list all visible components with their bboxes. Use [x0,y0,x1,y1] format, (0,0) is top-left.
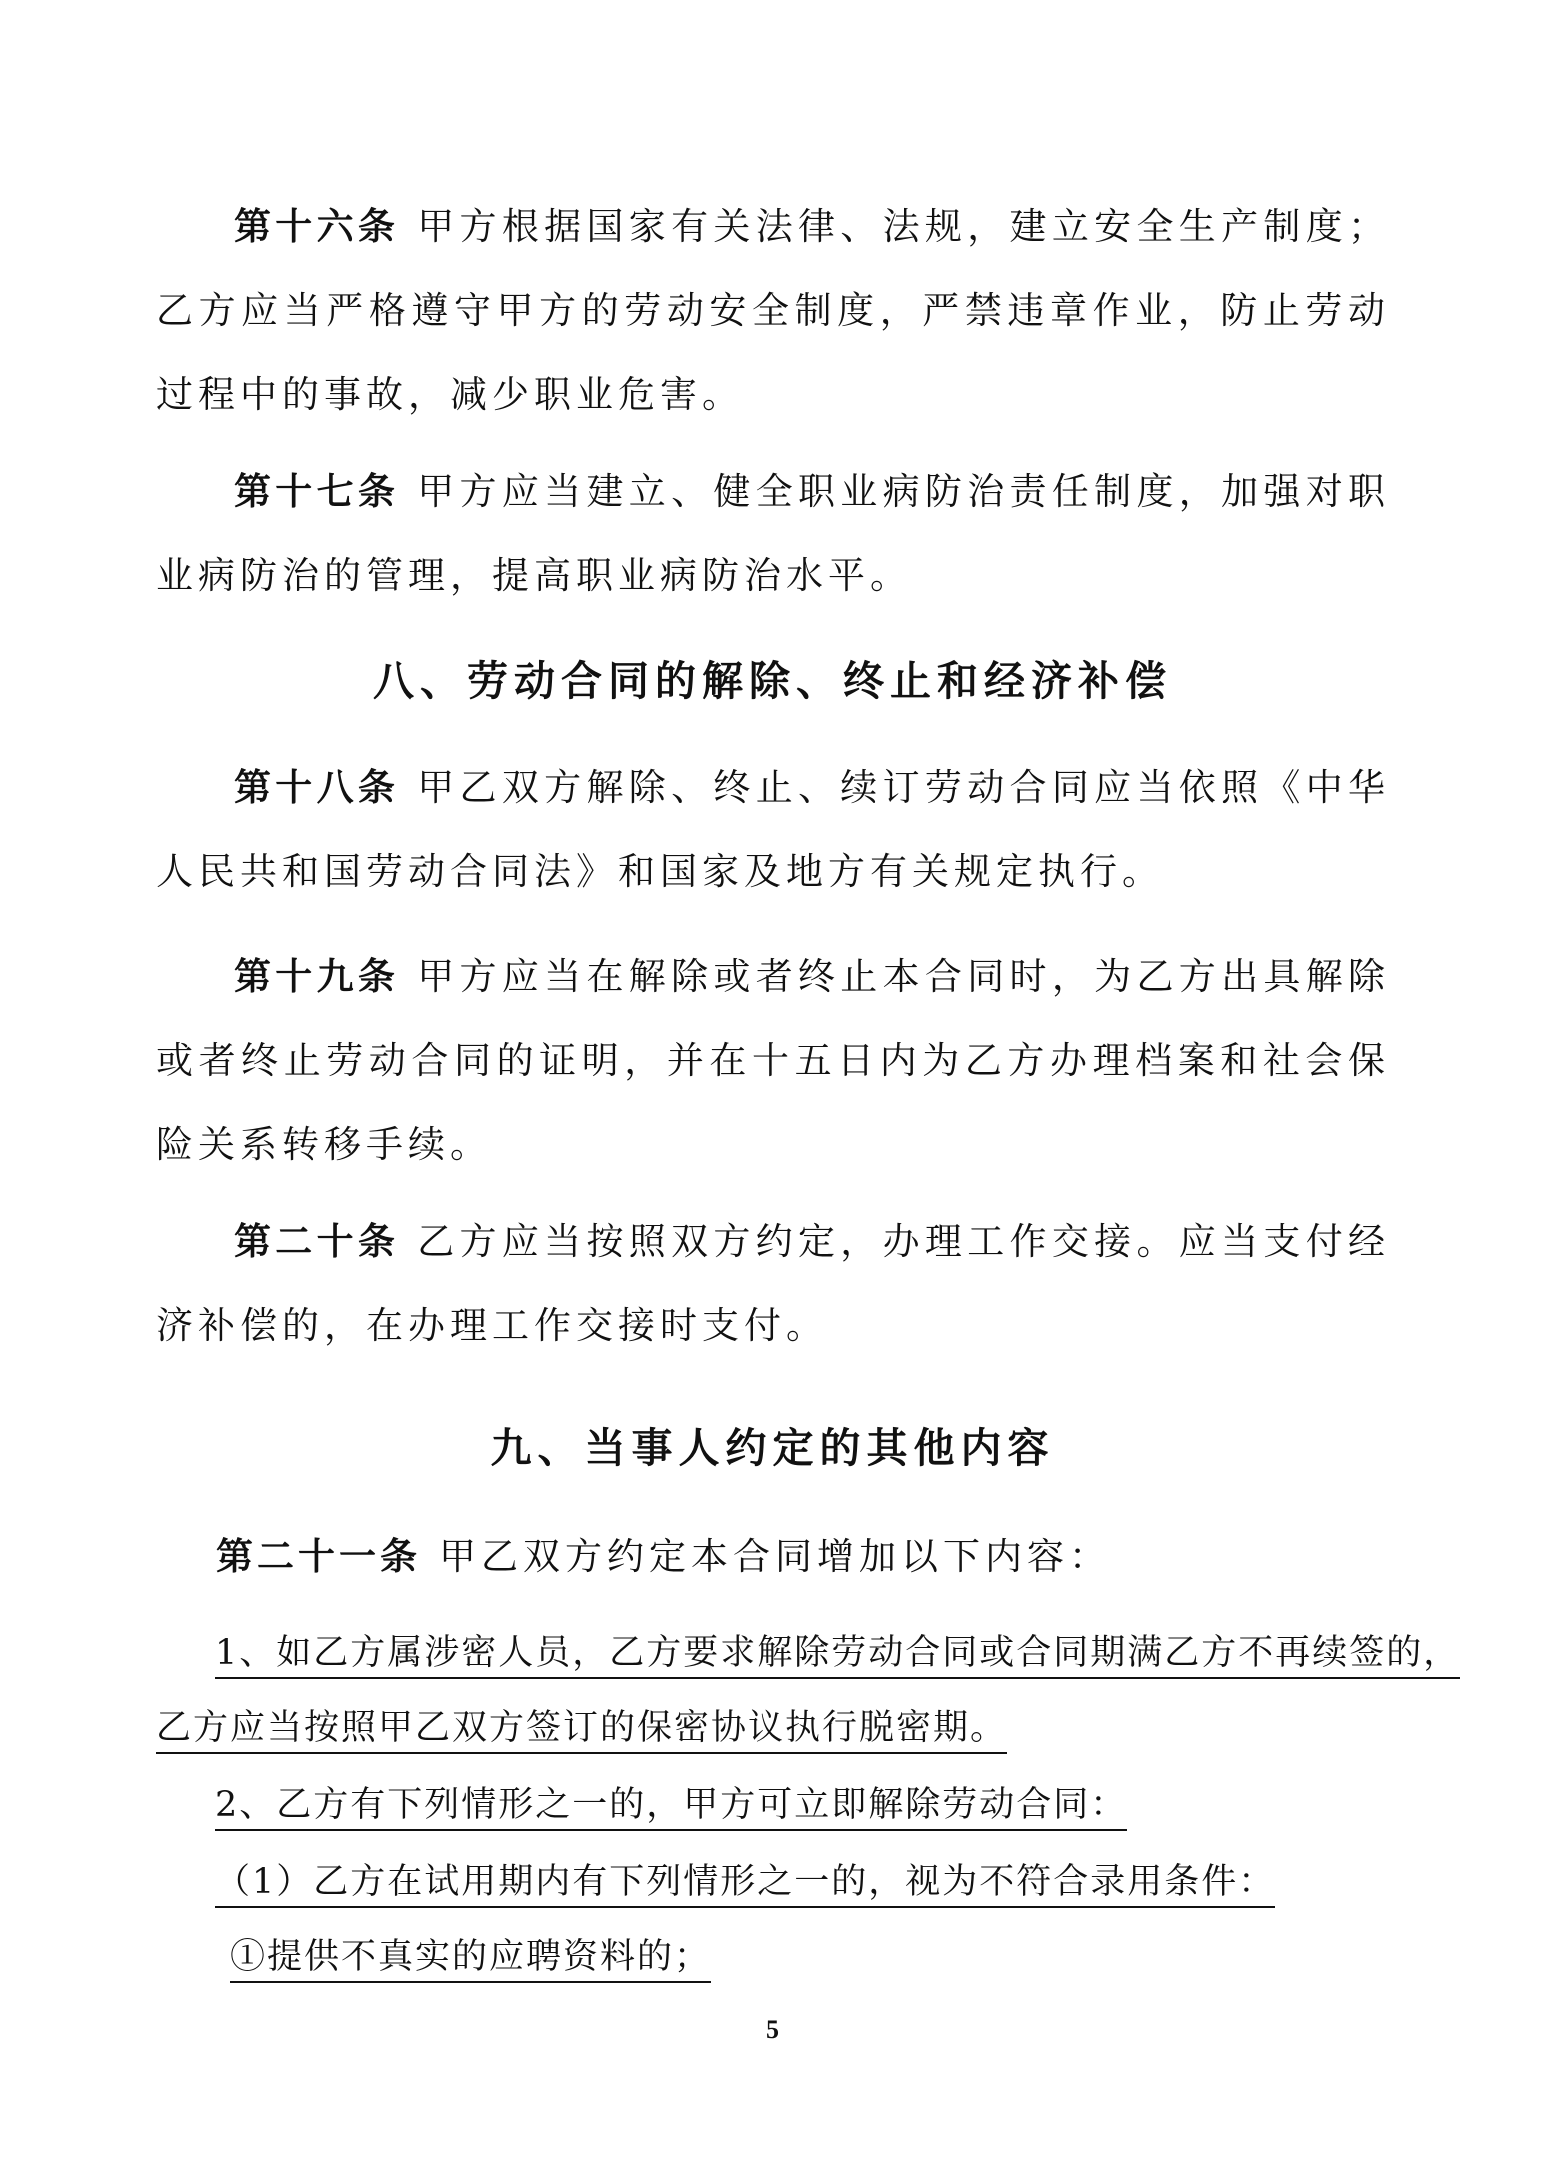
page-number: 5 [766,2015,779,2044]
article-text: 乙方应当按照双方约定，办理工作交接。应当支付经济补偿的，在办理工作交接时支付。 [156,1220,1391,1347]
underlined-text: ①提供不真实的应聘资料的； [230,1937,711,1983]
term-2-sub-1 [215,1862,1275,1902]
article-20 [156,1200,1390,1368]
section-heading-8: 八、劳动合同的解除、终止和经济补偿 [373,657,1172,705]
section-heading-9: 九、当事人约定的其他内容 [490,1424,1055,1472]
term-1-line-1 [215,1633,1460,1673]
article-number: 第十九条 [234,955,400,998]
term-2 [215,1785,1127,1825]
article-number: 第二十条 [234,1220,400,1263]
article-number: 第十八条 [234,766,400,809]
article-19 [156,935,1390,1187]
article-text: 甲方根据国家有关法律、法规，建立安全生产制度；乙方应当严格遵守甲方的劳动安全制度，严禁违章作业，防止劳动过程中的事故，减少职业危害。 [156,205,1391,416]
article-text: 甲方应当在解除或者终止本合同时，为乙方出具解除或者终止劳动合同的证明，并在十五日内为乙方办理档案和社会保险关系转移手续。 [156,955,1391,1166]
article-text: 甲乙双方解除、终止、续订劳动合同应当依照《中华人民共和国劳动合同法》和国家及地方有关规定执行。 [156,766,1391,893]
article-number: 第二十一条 [216,1535,421,1578]
underlined-text: （1）乙方在试用期内有下列情形之一的，视为不符合录用条件： [215,1862,1275,1908]
term-1-line-2 [156,1708,1007,1748]
underlined-text: 1、如乙方属涉密人员，乙方要求解除劳动合同或合同期满乙方不再续签的， [215,1633,1460,1679]
article-21 [156,1515,1390,1599]
article-number: 第十七条 [234,470,400,513]
article-18 [156,746,1390,914]
article-17 [156,450,1390,618]
article-text: 甲乙双方约定本合同增加以下内容： [439,1535,1111,1578]
underlined-text: 乙方应当按照甲乙双方签订的保密协议执行脱密期。 [156,1708,1007,1754]
article-number: 第十六条 [234,205,400,248]
underlined-text: 2、乙方有下列情形之一的，甲方可立即解除劳动合同： [215,1785,1127,1831]
term-2-sub-1-a [230,1937,711,1977]
article-text: 甲方应当建立、健全职业病防治责任制度，加强对职业病防治的管理，提高职业病防治水平。 [156,470,1391,597]
article-16 [156,185,1390,437]
